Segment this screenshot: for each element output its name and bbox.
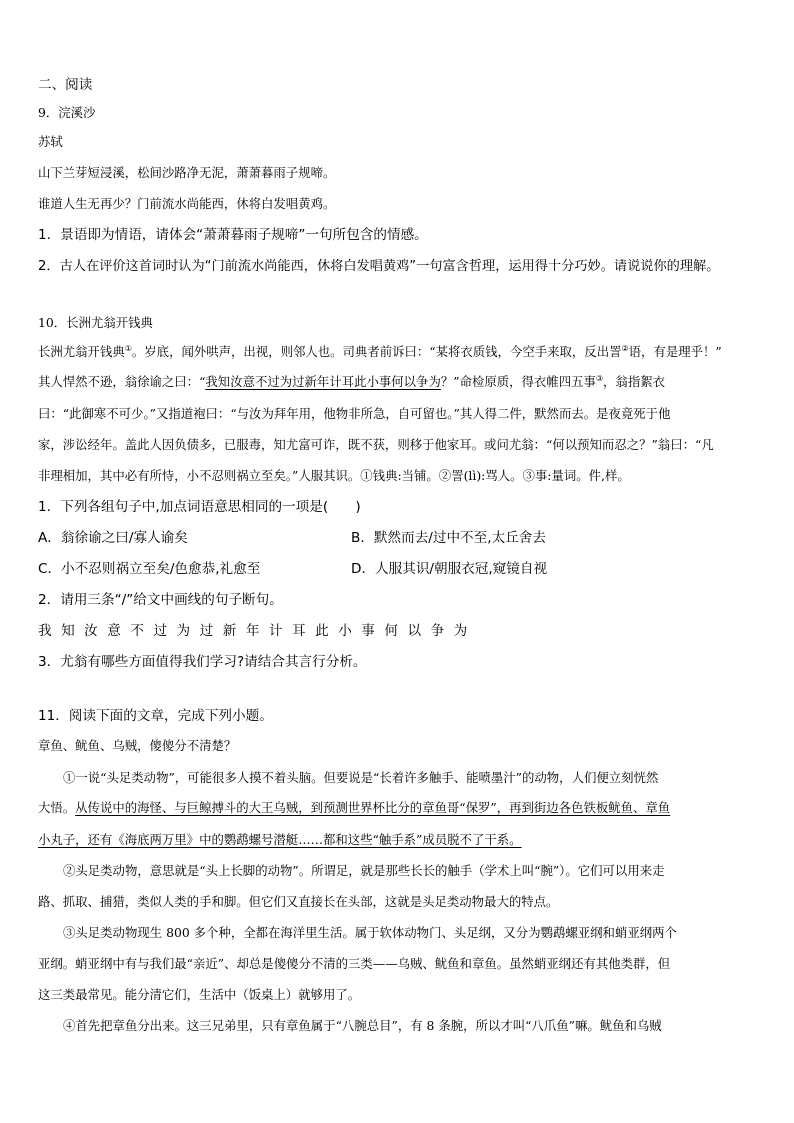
option-a: A．翁徐谕之曰/寡人谕矣 — [38, 530, 188, 546]
q10-options-row-1 — [38, 532, 738, 546]
underlined-text: 从传说中的海怪、与巨鲸搏斗的大王乌贼，到预测世界杯比分的章鱼哥“保罗”，再到街边各色铁板鱿鱼、章鱼 — [75, 800, 671, 815]
q10-subquestion-2: 2．请用三条“/”给文中画线的句子断句。 — [38, 592, 283, 608]
q10-spaced-sentence: 我知汝意不过为过新年计耳此小事何以争为 — [38, 623, 477, 639]
q11-para1-line-3: 小丸子，还有《海底两万里》中的鹦鹉螺号潜艇……都和这些“触手系”成员脱不了干系。 — [38, 832, 522, 847]
q9-poem-line-1: 山下兰芽短浸溪，松间沙路净无泥，萧萧暮雨子规啼。 — [38, 165, 336, 180]
q10-paragraph-line-5: 非理相加，其中必有所恃，小不忍则祸立至矣。”人服其识。①钱典:当铺。②詈(lì):骂人。③事:量词。件,样。 — [38, 468, 630, 483]
footnote-marker: ① — [124, 344, 132, 353]
q10-options-row-2 — [38, 563, 738, 577]
option-d: D．人服其识/朝服衣冠,窥镜自视 — [351, 561, 548, 577]
q11-para4-line-1: ④首先把章鱼分出来。这三兄弟里，只有章鱼属于“八腕总目”，有 8 条腕，所以才叫“八爪鱼”嘛。鱿鱼和乌贼 — [63, 1018, 662, 1033]
q9-subquestion-1: 1．景语即为情语，请体会“萧萧暮雨子规啼”一句所包含的情感。 — [38, 227, 428, 243]
q10-paragraph-line-3: 曰：“此御寒不可少。”又指道袍曰：“与汝为拜年用，他物非所急，自可留也。”其人得二件，默然而去。是夜竟死于他 — [38, 406, 671, 421]
option-c: C．小不忍则祸立至矣/色愈恭,礼愈至 — [38, 561, 261, 577]
footnote-marker: ③ — [595, 374, 604, 383]
q11-para2-line-1: ②头足类动物，意思就是“头上长脚的动物”。所谓足，就是那些长长的触手（学术上叫“腕”）。它们可以用来走 — [63, 863, 665, 878]
section-heading: 二、阅读 — [38, 77, 93, 93]
q10-paragraph-line-4: 家，涉讼经年。盖此人因负债多，已服毒，知尤富可诈，既不获，则移于他家耳。或问尤翁：“何以预知而忍之？”翁曰：“凡 — [38, 437, 714, 452]
q11-para3-line-1: ③头足类动物现生 800 多个种，全都在海洋里生活。属于软体动物门、头足纲，又分为鹦鹉螺亚纲和蛸亚纲两个 — [63, 925, 677, 940]
q11-para2-line-2: 路、抓取、捕猎，类似人类的手和脚。但它们又直接长在头部，这就是头足类动物最大的特点。 — [38, 894, 559, 909]
footnote-marker: ② — [621, 344, 629, 353]
q9-title: 9．浣溪沙 — [38, 105, 96, 120]
option-b: B．默然而去/过中不至,太丘舍去 — [351, 530, 546, 546]
q10-title: 10．长洲尤翁开钱典 — [38, 315, 153, 330]
q11-para1-line-1: ①一说“头足类动物”，可能很多人摸不着头脑。但要说是“长着许多触手、能喷墨汁”的动物，人们便立刻恍然 — [63, 770, 659, 785]
q11-para1-line-2: 大悟。从传说中的海怪、与巨鲸搏斗的大王乌贼，到预测世界杯比分的章鱼哥“保罗”，再到街边各色铁板鱿鱼、章鱼 — [38, 800, 671, 815]
q10-subquestion-1: 1．下列各组句子中,加点词语意思相同的一项是( ) — [38, 499, 361, 515]
q10-paragraph-line-2: 其人悍然不逊，翁徐谕之曰：“我知汝意不过为过新年计耳此小事何以争为？”命检原质，得衣帷四五事③，翁指絮衣 — [38, 374, 665, 390]
q11-para3-line-2: 亚纲。蛸亚纲中有与我们最“亲近”、却总是傻傻分不清的三类——乌贼、鱿鱼和章鱼。虽然蛸亚纲还有其他类群，但 — [38, 956, 671, 971]
q11-article-title: 章鱼、鱿鱼、乌贼，傻傻分不清楚？ — [38, 738, 237, 753]
q9-author: 苏轼 — [38, 134, 63, 149]
q10-paragraph-line-1: 长洲尤翁开钱典①。岁底，闻外哄声，出视，则邻人也。司典者前诉曰：“某将衣质钱，今空手来取，反出詈②语，有是理乎！” — [38, 344, 722, 360]
q10-subquestion-3: 3．尤翁有哪些方面值得我们学习?请结合其言行分析。 — [38, 654, 367, 670]
q9-poem-line-2: 谁道人生无再少？门前流水尚能西，休将白发唱黄鸡。 — [38, 196, 336, 211]
q11-title: 11．阅读下面的文章，完成下列小题。 — [38, 708, 273, 724]
underlined-sentence: 我知汝意不过为过新年计耳此小事何以争为 — [205, 374, 441, 390]
q11-para3-line-3: 这三类最常见。能分清它们，生活中（饭桌上）就够用了。 — [38, 987, 361, 1002]
q9-subquestion-2: 2．古人在评价这首词时认为“门前流水尚能西，休将白发唱黄鸡”一句富含哲理，运用得十分巧妙。请说说你的理解。 — [38, 259, 720, 274]
